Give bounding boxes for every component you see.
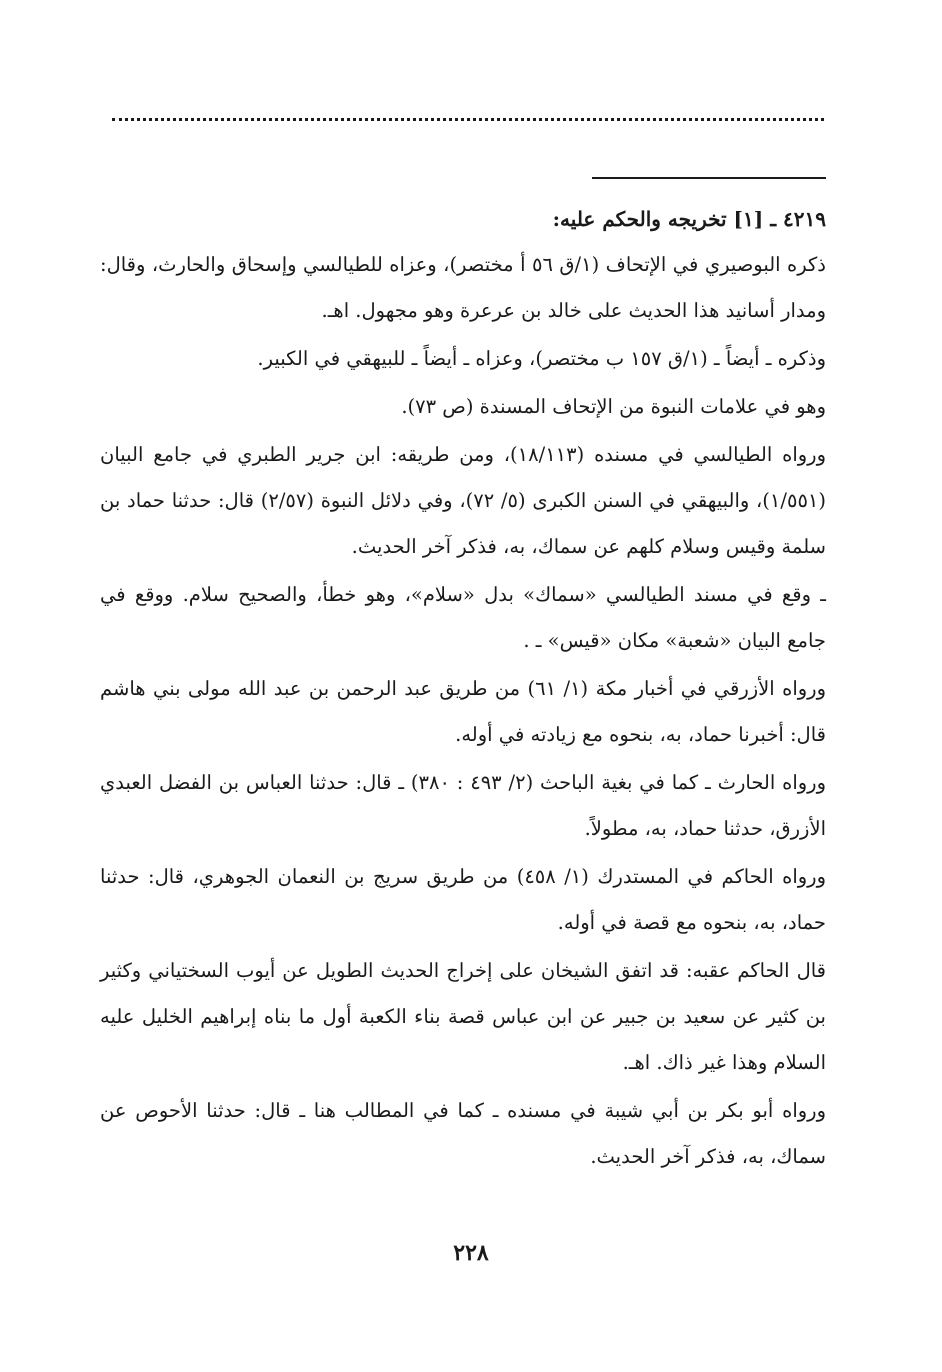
section-heading [100,196,826,242]
paragraph-4: ورواه الطيالسي في مسنده (١٨/١١٣)، ومن طريقه: ابن جرير الطبري في جامع البيان (١/٥٥١)، والبيهقي في السنن الكبرى (٥/ ٧٢)، وفي دلائل النبوة (٢/٥٧) قال: حدثنا حماد بن سلمة وقيس وسلام كلهم عن سماك، به، فذكر آخر الحديث. [100,443,827,558]
paragraph-8: ورواه الحاكم في المستدرك (١/ ٤٥٨) من طريق سريج بن النعمان الجوهري، قال: حدثنا حماد، به، بنحوه مع قصة في أوله. [100,865,826,934]
paragraph-3: وهو في علامات النبوة من الإتحاف المسندة (ص ٧٣). [401,395,826,418]
paragraph-2: وذكره ـ أيضاً ـ (١/ق ١٥٧ ب مختصر)، وعزاه ـ أيضاً ـ للبيهقي في الكبير. [257,347,826,370]
paragraph-6: ورواه الأزرقي في أخبار مكة (١/ ٦١) من طريق عبد الرحمن بن عبد الله مولى بني هاشم قال: أخبرنا حماد، به، بنحوه مع زيادته في أوله. [100,677,826,746]
footnote-body [100,196,826,1180]
page-number: ٢٢٨ [453,1240,489,1266]
paragraph-9: قال الحاكم عقبه: قد اتفق الشيخان على إخراج الحديث الطويل عن أيوب السختياني وكثير بن كثير عن سعيد بن جبير عن ابن عباس قصة بناء الكعبة أول ما بناه إبراهيم الخليل عليه السلام وهذا غير ذاك. اهـ. [100,959,826,1074]
paragraph-5: ـ وقع في مسند الطيالسي «سماك» بدل «سلام»، وهو خطأ، والصحيح سلام. ووقع في جامع البيان «شعبة» مكان «قيس» ـ . [100,583,826,652]
paragraph-1: ذكره البوصيري في الإتحاف (١/ق ٥٦ أ مختصر)، وعزاه للطيالسي وإسحاق والحارث، وقال: ومدار أسانيد هذا الحديث على خالد بن عرعرة وهو مجهول. اهـ. [100,253,826,322]
footnote-rule [592,177,826,179]
paragraph-7: ورواه الحارث ـ كما في بغية الباحث (٢/ ٤٩٣ : ٣٨٠) ـ قال: حدثنا العباس بن الفضل العبدي الأزرق، حدثنا حماد، به، مطولاً. [100,771,827,840]
heading-text: ـ [١] تخريجه والحكم عليه: [552,207,777,231]
hadith-number: ٤٢١٩ [783,207,826,231]
dotted-separator [112,118,824,121]
paragraph-10: ورواه أبو بكر بن أبي شيبة في مسنده ـ كما في المطالب هنا ـ قال: حدثنا الأحوص عن سماك، به، فذكر آخر الحديث. [100,1099,826,1168]
